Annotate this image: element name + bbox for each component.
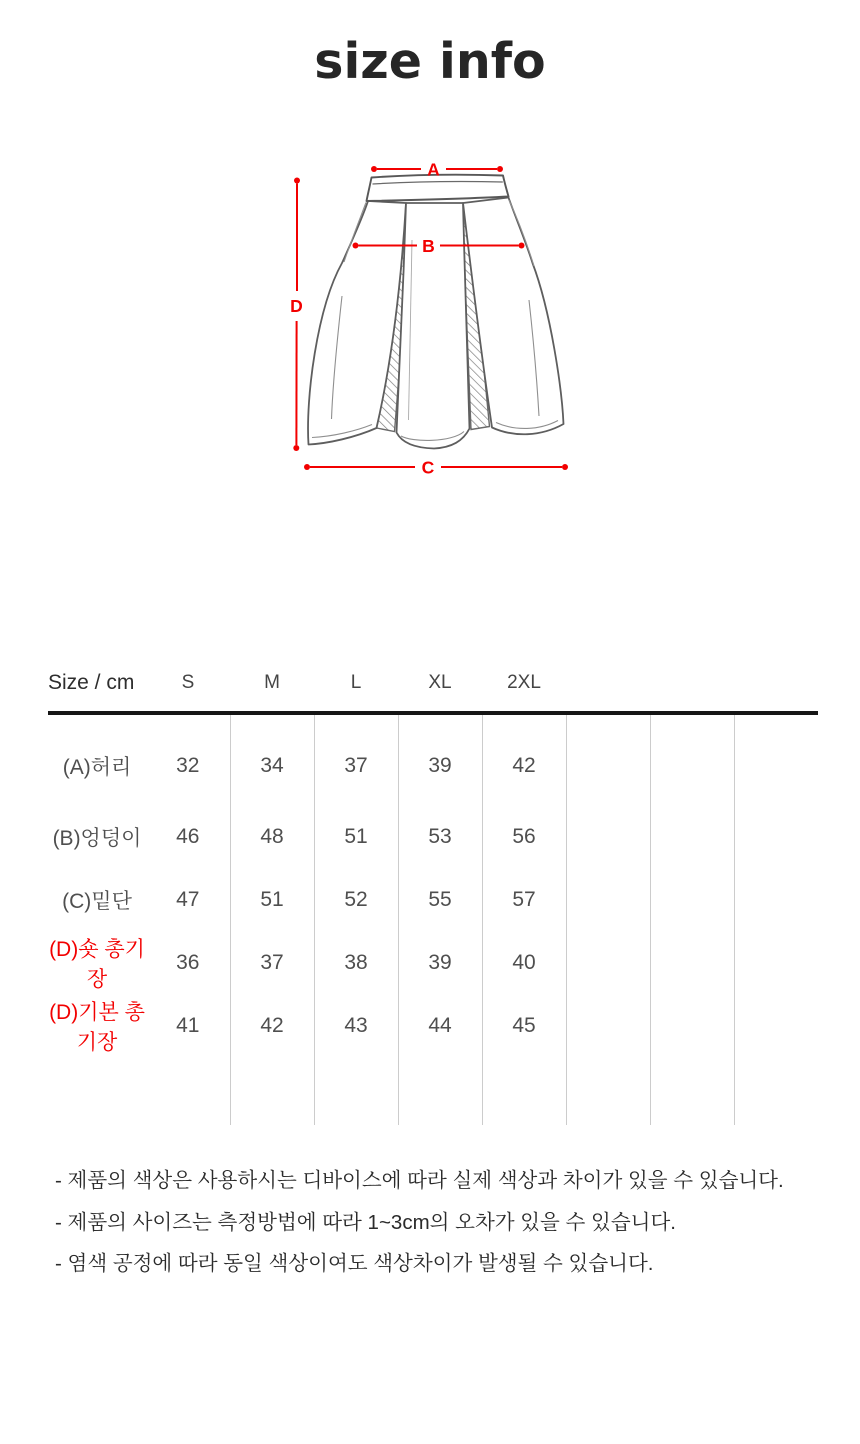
- size-value-cell: 37: [314, 713, 398, 805]
- size-col-header: S: [146, 655, 230, 713]
- note-line: - 염색 공정에 따라 동일 색상이여도 색상차이가 발생될 수 있습니다.: [55, 1252, 654, 1275]
- empty-cell: [48, 1057, 146, 1125]
- row-label: (A)허리: [62, 756, 132, 779]
- size-col-header: 2XL: [482, 655, 566, 713]
- table-row: [48, 868, 818, 931]
- measure-label-b: B: [422, 236, 435, 256]
- size-value-cell: 39: [398, 931, 482, 994]
- empty-cell: [650, 1057, 734, 1125]
- size-value-cell: 51: [230, 868, 314, 931]
- size-value-cell: 41: [176, 1013, 200, 1037]
- size-table-body: [48, 713, 818, 1125]
- empty-cell: [734, 713, 818, 805]
- size-table-header-row: [48, 655, 818, 713]
- empty-cell: [566, 931, 650, 994]
- measure-label-d: D: [290, 296, 303, 316]
- row-label: (D)숏 총기장: [49, 937, 145, 991]
- size-value-cell: 42: [482, 713, 566, 805]
- size-col-header-empty: [734, 655, 818, 713]
- size-value-cell: 38: [314, 931, 398, 994]
- size-value-cell: 53: [398, 805, 482, 868]
- empty-cell: [734, 805, 818, 868]
- size-value-cell: 48: [230, 805, 314, 868]
- empty-cell: [146, 1057, 230, 1125]
- skirt-sketch-svg: [270, 150, 600, 490]
- empty-cell: [566, 805, 650, 868]
- empty-cell: [314, 1057, 398, 1125]
- size-value-cell: 42: [230, 994, 314, 1057]
- size-value-cell: 39: [398, 713, 482, 805]
- empty-cell: [650, 713, 734, 805]
- page-title: size info: [314, 33, 546, 90]
- size-value-cell: 51: [314, 805, 398, 868]
- empty-cell: [566, 994, 650, 1057]
- empty-cell: [650, 868, 734, 931]
- size-col-header: M: [230, 655, 314, 713]
- row-label: (C)밑단: [62, 889, 132, 913]
- size-value-cell: 47: [176, 887, 200, 911]
- measure-label-a: A: [427, 159, 440, 180]
- notes-section: [55, 1160, 815, 1285]
- size-value-cell: 32: [176, 754, 200, 777]
- table-row: [48, 994, 818, 1057]
- size-value-cell: 55: [398, 868, 482, 931]
- table-row: [48, 805, 818, 868]
- row-label: (B)엉덩이: [52, 826, 142, 850]
- note-line: - 제품의 색상은 사용하시는 디바이스에 따라 실제 색상과 차이가 있을 수 있습니다.: [55, 1169, 784, 1192]
- empty-cell: [566, 868, 650, 931]
- size-col-header: L: [314, 655, 398, 713]
- empty-cell: [734, 868, 818, 931]
- measure-line-c: [304, 458, 568, 478]
- empty-cell: [566, 713, 650, 805]
- size-col-header-empty: [566, 655, 650, 713]
- empty-cell: [482, 1057, 566, 1125]
- table-row: [48, 713, 818, 805]
- size-value-cell: 56: [482, 805, 566, 868]
- size-table: [48, 655, 818, 1125]
- size-value-cell: 43: [314, 994, 398, 1057]
- size-value-cell: 37: [230, 931, 314, 994]
- size-value-cell: 40: [482, 931, 566, 994]
- size-col-header-empty: [650, 655, 734, 713]
- skirt-panels: [308, 198, 563, 449]
- empty-cell: [734, 931, 818, 994]
- skirt-size-diagram: [270, 150, 600, 490]
- size-table-section: [48, 655, 818, 1125]
- size-value-cell: 44: [398, 994, 482, 1057]
- table-row: [48, 931, 818, 994]
- empty-cell: [650, 805, 734, 868]
- size-value-cell: 52: [314, 868, 398, 931]
- size-unit-header: Size / cm: [48, 655, 146, 713]
- size-col-header: XL: [398, 655, 482, 713]
- empty-cell: [734, 1057, 818, 1125]
- row-label: (D)기본 총기장: [49, 1000, 145, 1054]
- empty-cell: [230, 1057, 314, 1125]
- size-value-cell: 36: [176, 950, 200, 974]
- empty-cell: [650, 994, 734, 1057]
- note-line: - 제품의 사이즈는 측정방법에 따라 1~3cm의 오차가 있을 수 있습니다.: [55, 1210, 676, 1234]
- empty-cell: [398, 1057, 482, 1125]
- measure-label-c: C: [421, 457, 435, 478]
- measure-line-d: [290, 178, 303, 452]
- size-value-cell: 46: [176, 824, 200, 848]
- size-value-cell: 45: [482, 994, 566, 1057]
- empty-cell: [566, 1057, 650, 1125]
- empty-cell: [734, 994, 818, 1057]
- size-value-cell: 34: [230, 713, 314, 805]
- empty-cell: [650, 931, 734, 994]
- table-spacer-row: [48, 1057, 818, 1125]
- size-value-cell: 57: [482, 868, 566, 931]
